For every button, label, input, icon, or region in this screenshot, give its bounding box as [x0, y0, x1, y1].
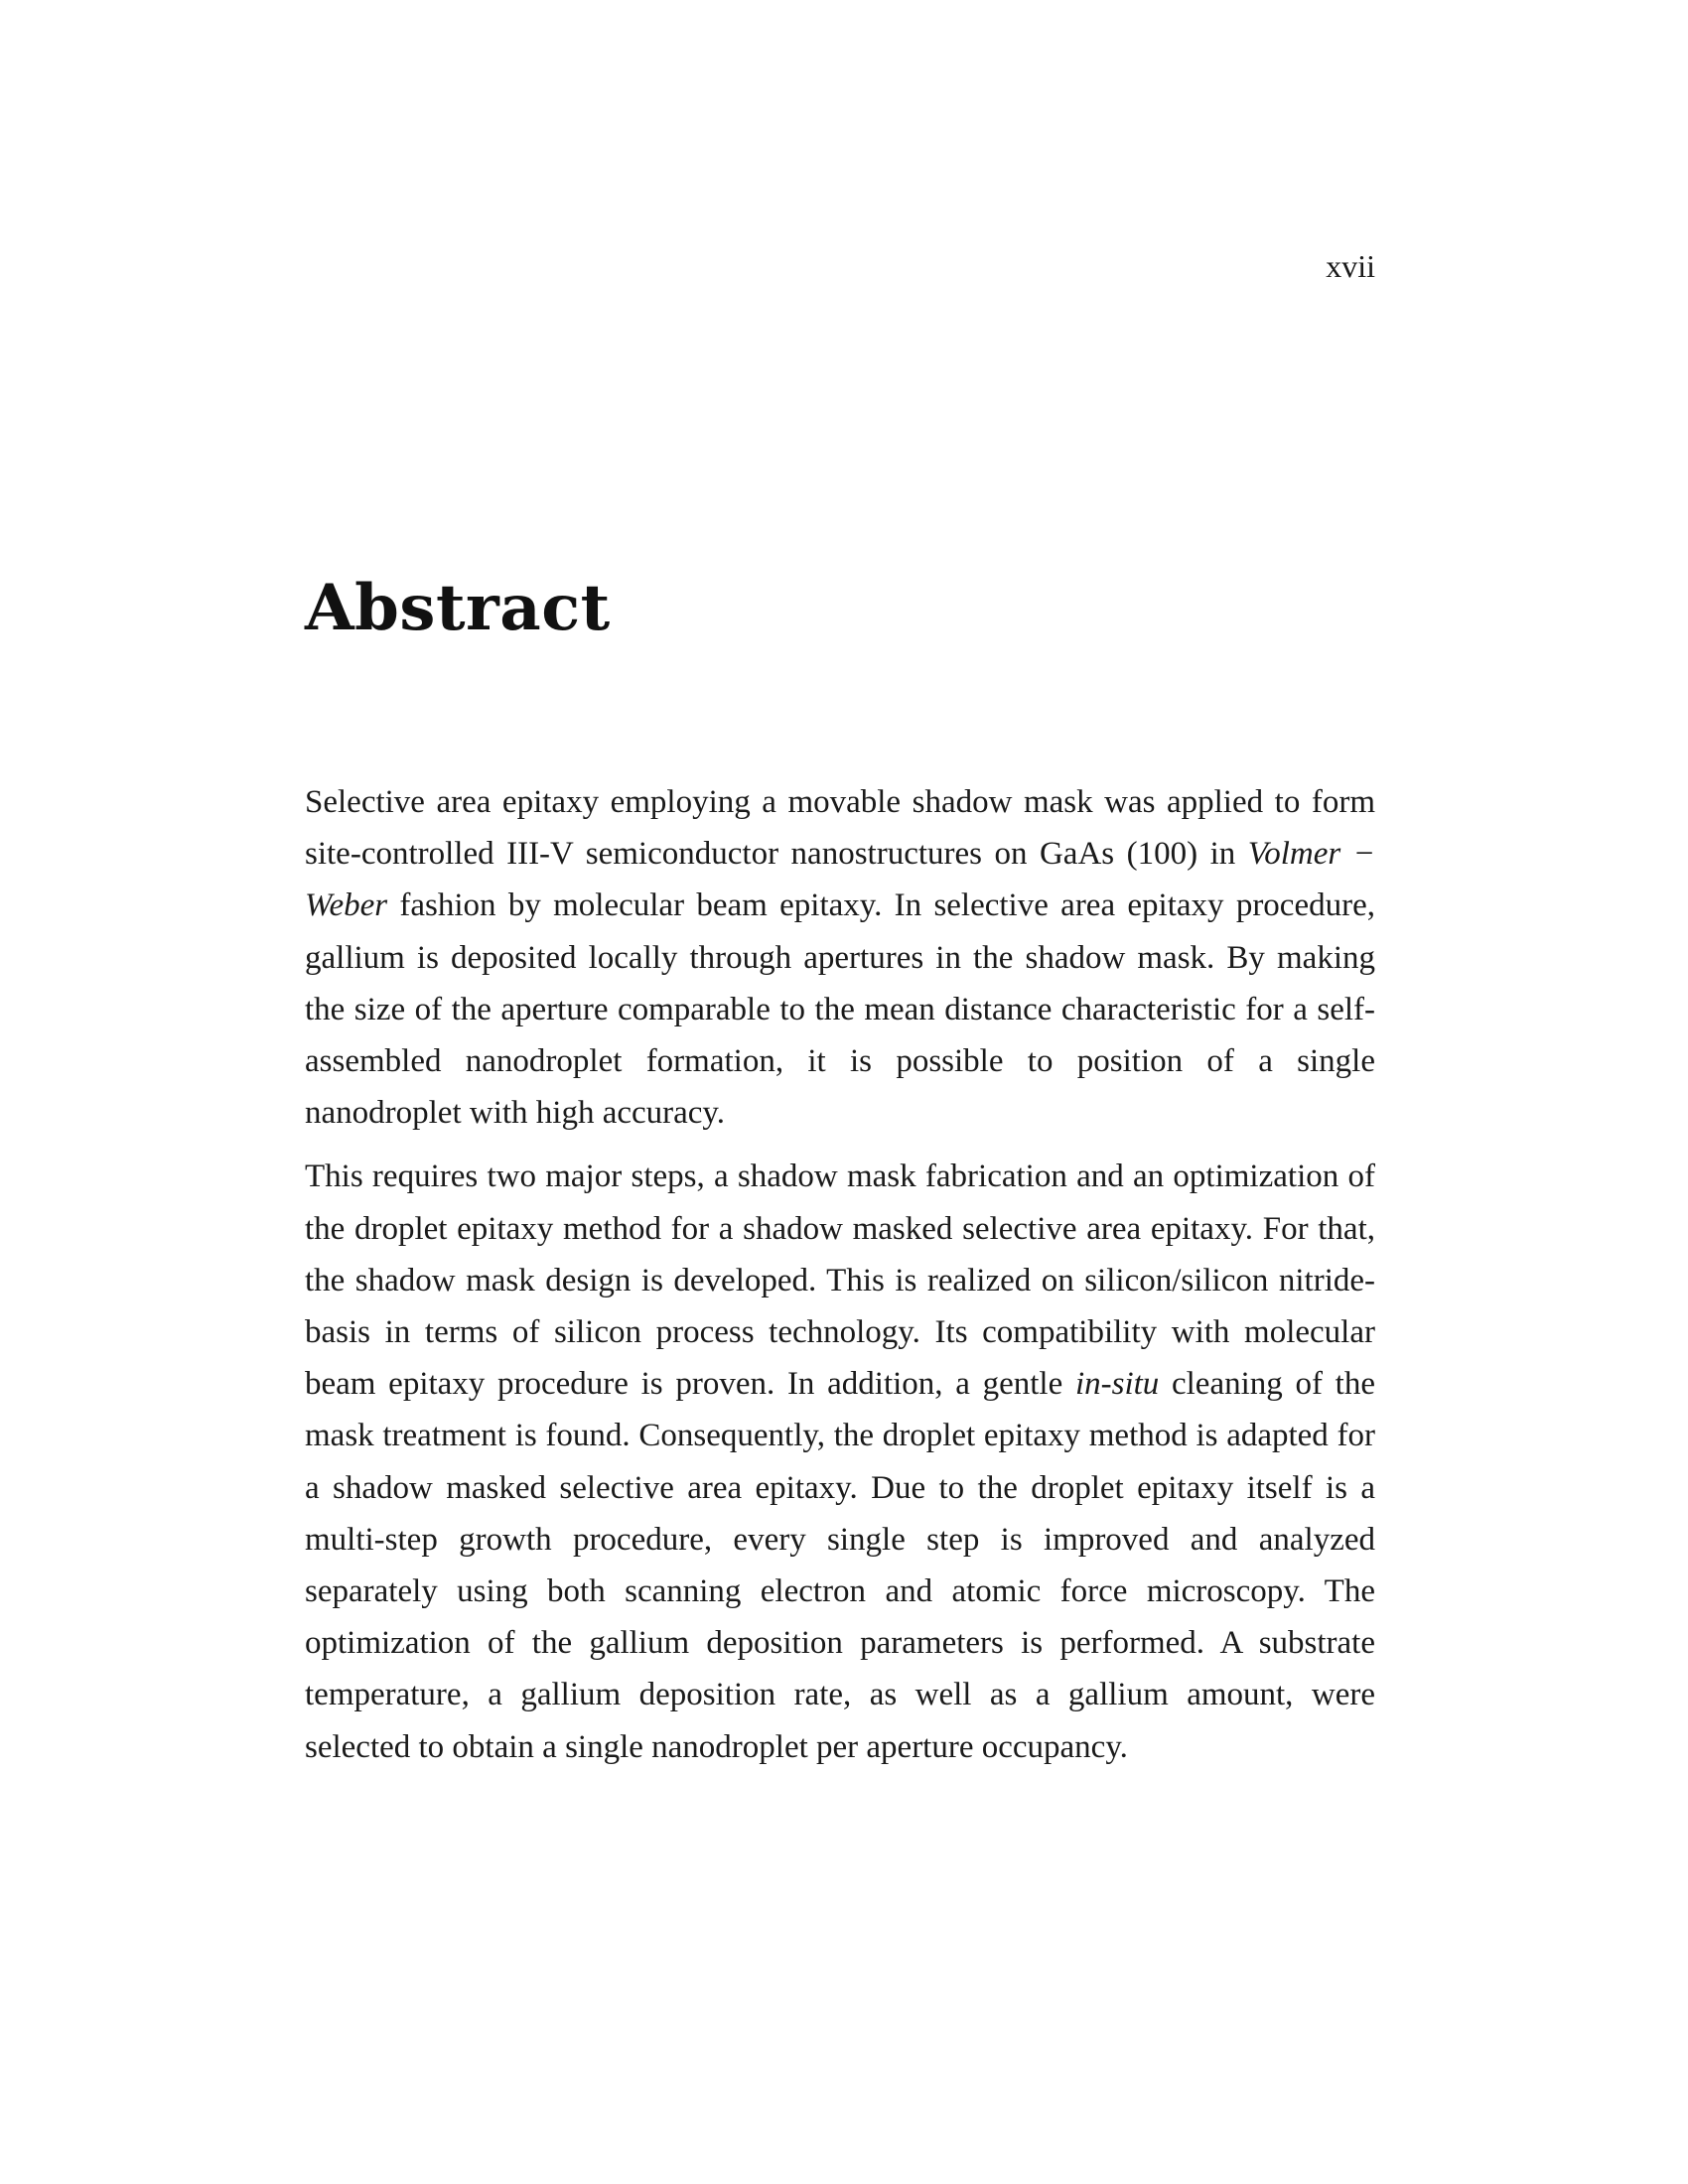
abstract-paragraph-1-text-a: Selective area epitaxy employing a movable shadow mask was applied to form site-controlled III-V semiconductor nanostructures on GaAs (100) in [305, 784, 1375, 873]
page-number: xvii [1326, 248, 1375, 284]
abstract-paragraph-1-text-b: fashion by molecular beam epitaxy. In selective area epitaxy procedure, gallium is deposited locally through apertures in the shadow mask. By making the size of the aperture comparable to the mean distance characteristic for a self-assembled nanodroplet formation, it is possible to position of a single nanodroplet with high accuracy. [305, 887, 1375, 1132]
abstract-paragraph-1 [305, 776, 1375, 1139]
volmer-weber-term: Volmer − Weber [305, 836, 1375, 924]
chapter-title: Abstract [305, 571, 611, 645]
abstract-paragraph-2-text-a: This requires two major steps, a shadow mask fabrication and an optimization of the droplet epitaxy method for a shadow masked selective area epitaxy. For that, the shadow mask design is developed. This is realized on silicon/silicon nitride-basis in terms of silicon process technology. Its compatibility with molecular beam epitaxy procedure is proven. In addition, a gentle [305, 1159, 1375, 1403]
abstract-paragraph-2-text-b: cleaning of the mask treatment is found. Consequently, the droplet epitaxy method is adapted for a shadow masked selective area epitaxy. Due to the droplet epitaxy itself is a multi-step growth procedure, every single step is improved and analyzed separately using both scanning electron and atomic force microscopy. The optimization of the gallium deposition parameters is performed. A substrate temperature, a gallium deposition rate, as well as a gallium amount, were selected to obtain a single nanodroplet per aperture occupancy. [305, 1366, 1375, 1765]
abstract-paragraph-2 [305, 1151, 1375, 1772]
abstract-body [305, 776, 1375, 1785]
in-situ-term: in-situ [1074, 1366, 1160, 1403]
